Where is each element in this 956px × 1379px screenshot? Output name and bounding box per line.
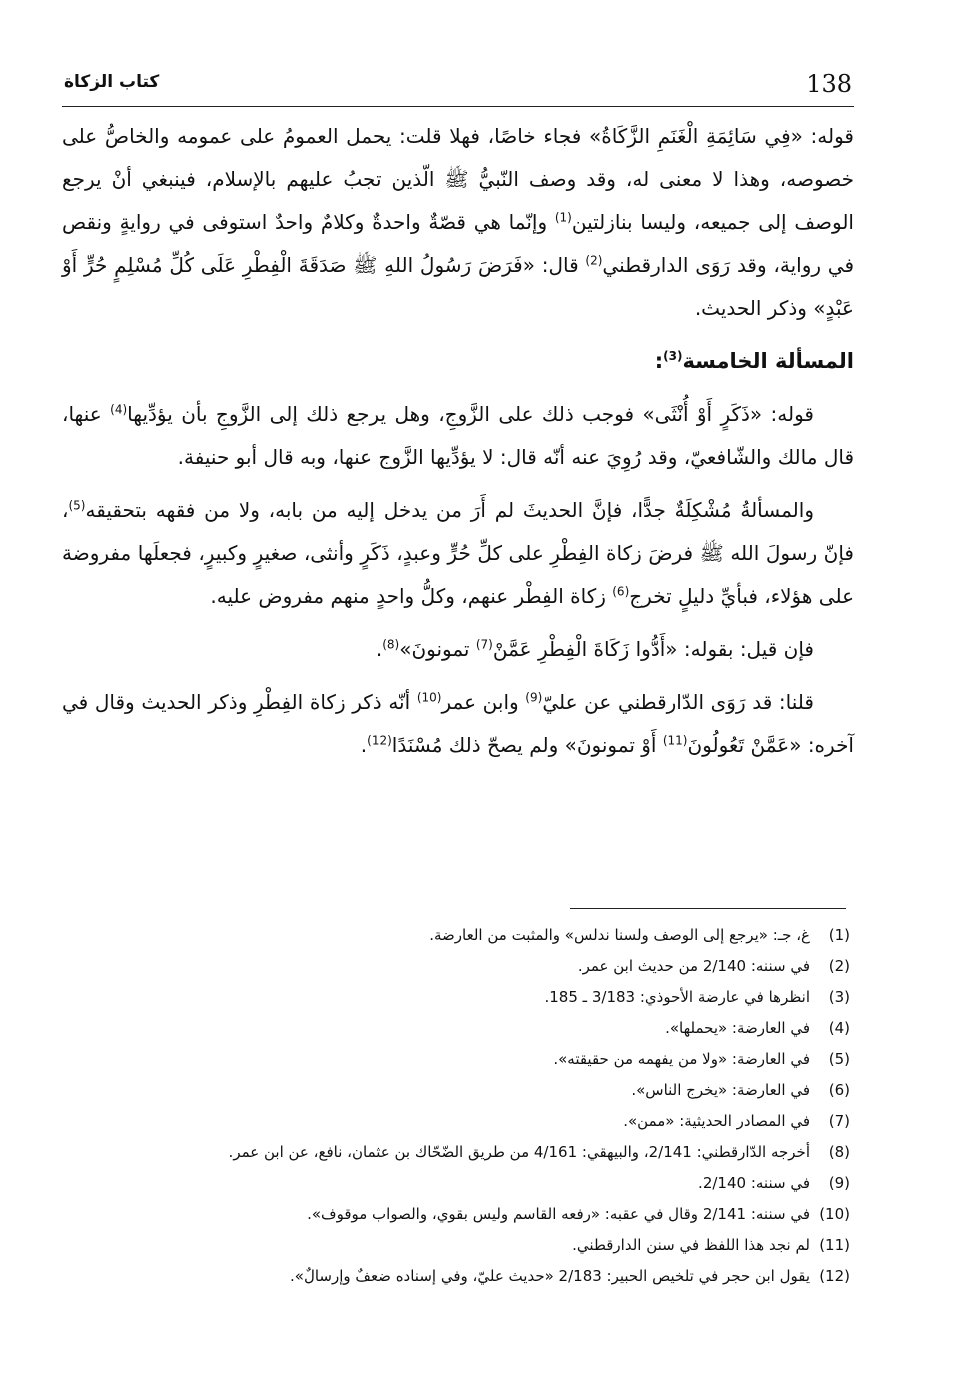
footnote-text: في سننه: 2/141 وقال في عقبه: «رفعه القاسم وليس بقوي، والصواب موقوف». bbox=[307, 1205, 810, 1223]
footnote bbox=[62, 1168, 850, 1199]
footnote-ref: (11) bbox=[662, 733, 688, 748]
text-run: قال: «فَرَضَ رَسُولُ اللهِ ﷺ صَدَقَةَ الْفِطْرِ عَلَى كُلِّ مُسْلِمٍ حُرٍّ أَوْ عَبْدٍ» وذكر الحديث. bbox=[62, 253, 854, 320]
heading-text: المسألة الخامسة bbox=[682, 349, 854, 373]
footnote-text: في العارضة: «يخرج الناس». bbox=[631, 1081, 810, 1099]
footnote-ref: (9) bbox=[525, 690, 543, 705]
text-run: زكاة الفِطْر عنهم، وكلُّ واحدٍ منهم مفروض عليه. bbox=[210, 584, 613, 608]
text-run: قلنا: قد رَوَى الدّارقطني عن عليّ bbox=[542, 690, 814, 714]
footnote bbox=[62, 951, 850, 982]
page-header bbox=[62, 66, 854, 107]
footnote-number: (7) bbox=[828, 1112, 850, 1130]
text-run: تمونونَ» bbox=[399, 637, 476, 661]
footnote-text: يقول ابن حجر في تلخيص الحبير: 2/183 «حديث عليّ، وفي إسناده ضعفٌ وإرسالٌ». bbox=[290, 1267, 810, 1285]
footnote bbox=[62, 982, 850, 1013]
footnote-number: (4) bbox=[828, 1019, 850, 1037]
running-title: كتاب الزكاة bbox=[64, 72, 160, 92]
text-run: وإنّما هي قصّةٌ واحدةٌ وكلامٌ واحدٌ استوفى في روايةٍ ونقص في رواية، وقد رَوَى الدارقطني bbox=[62, 210, 855, 277]
footnote-number: (3) bbox=[828, 988, 850, 1006]
footnote-number: (5) bbox=[828, 1050, 850, 1068]
paragraph bbox=[62, 393, 854, 479]
paragraph bbox=[62, 489, 854, 618]
footnote-separator bbox=[570, 908, 846, 909]
main-text bbox=[62, 115, 854, 777]
footnote-text: في المصادر الحديثية: «ممن». bbox=[623, 1112, 810, 1130]
footnote-ref: (1) bbox=[554, 210, 572, 225]
page-number: 138 bbox=[806, 70, 852, 98]
footnote bbox=[62, 1261, 850, 1292]
footnote-ref: (8) bbox=[382, 637, 400, 652]
footnote-text: في سننه: 2/140 من حديث ابن عمر. bbox=[577, 957, 810, 975]
footnote-text: غ، جـ: «يرجع إلى الوصف ولسنا ندلس» والمثبت من العارضة. bbox=[429, 926, 810, 944]
footnote-number: (8) bbox=[828, 1143, 850, 1161]
text-run: وابن عمر bbox=[441, 690, 526, 714]
text-run: أنّه ذكر زكاة الفِطْرِ وذكر الحديث وقال في آخره: «عَمَّنْ تَعُولُونَ bbox=[62, 690, 854, 757]
footnote-text: في سننه: 2/140. bbox=[698, 1174, 810, 1192]
footnote-number: (9) bbox=[828, 1174, 850, 1192]
footnote-text: لم نجد هذا اللفظ في سنن الدارقطني. bbox=[572, 1236, 810, 1254]
footnote-ref: (7) bbox=[475, 637, 493, 652]
text-run: والمسألةُ مُشْكِلَةٌ جدًّا، فإنَّ الحديثَ لم أَرَ من يدخل إليه من بابه، ولا من فقهه بتحقيقه bbox=[85, 498, 814, 522]
footnote bbox=[62, 1137, 850, 1168]
paragraph bbox=[62, 628, 854, 671]
footnote-ref: (2) bbox=[585, 253, 603, 268]
footnote bbox=[62, 1075, 850, 1106]
footnote-ref: (4) bbox=[110, 402, 128, 417]
footnote bbox=[62, 1013, 850, 1044]
footnote bbox=[62, 920, 850, 951]
paragraph bbox=[62, 115, 854, 330]
footnote-ref: (5) bbox=[68, 498, 86, 513]
footnotes bbox=[62, 920, 850, 1292]
footnote-ref: (12) bbox=[367, 733, 392, 748]
footnote bbox=[62, 1106, 850, 1137]
footnote-text: أخرجه الدّارقطني: 2/141، والبيهقي: 4/161 من طريق الضّحّاك بن عثمان، نافع، عن ابن عمر. bbox=[228, 1143, 810, 1161]
section-heading bbox=[62, 340, 854, 383]
footnote-text: في العارضة: «ولا من يفهمه من حقيقته». bbox=[553, 1050, 810, 1068]
footnote bbox=[62, 1230, 850, 1261]
text-run: . bbox=[375, 637, 383, 661]
text-run: عنها، قال مالك والشّافعيّ، وقد رُوِيَ عنه أنّه قال: لا يؤدِّيها الزَّوج عنها، وبه قال أبو حنيفة. bbox=[62, 402, 854, 469]
text-run: قوله: «فِي سَائِمَةِ الْغَنَمِ الزَّكَاةُ» فجاء خاصًا، فهلا قلت: يحمل العمومُ على عمومه والخاصُّ على خصوصه، وهذا لا معنى له، وقد وصف النّبيُّ ﷺ الّذين تجبُ عليهم بالإسلام، فينبغي أنْ يرجع الوصف إلى جميعه، وليسا بنازلتين bbox=[62, 124, 854, 234]
text-run: قوله: «ذَكَرٍ أَوْ أُنْثَى» فوجب ذلك على الزَّوجِ، وهل يرجع ذلك إلى الزَّوجِ بأن يؤدِّيها bbox=[127, 402, 814, 426]
footnote-number: (10) bbox=[819, 1205, 850, 1223]
footnote-number: (12) bbox=[819, 1267, 850, 1285]
footnote-number: (6) bbox=[828, 1081, 850, 1099]
text-run: فإن قيل: بقوله: «أَدُّوا زَكَاةَ الْفِطْرِ عَمَّنْ bbox=[492, 637, 814, 661]
footnote bbox=[62, 1044, 850, 1075]
footnote-number: (11) bbox=[819, 1236, 850, 1254]
text-run: . bbox=[360, 733, 368, 757]
footnote-text: في العارضة: «يحملها». bbox=[665, 1019, 810, 1037]
footnote-ref: (10) bbox=[416, 690, 442, 705]
heading-colon: : bbox=[654, 349, 664, 373]
footnote-ref: (3) bbox=[663, 349, 683, 363]
footnote bbox=[62, 1199, 850, 1230]
footnote-text: انظرها في عارضة الأحوذي: 3/183 ـ 185. bbox=[544, 988, 810, 1006]
footnote-number: (1) bbox=[828, 926, 850, 944]
footnote-number: (2) bbox=[828, 957, 850, 975]
footnote-ref: (6) bbox=[612, 584, 630, 599]
text-run: ، فإنّ رسولَ الله ﷺ فرضَ زكاة الفِطْرِ على كلِّ حُرٍّ وعبدٍ، ذَكَرٍ وأنثى، صغيرٍ وكبيرٍ، فجعلَها مفروضة على هؤلاء، فبأيِّ دليلٍ تخرج bbox=[62, 498, 854, 608]
paragraph bbox=[62, 681, 854, 767]
text-run: أَوْ تمونونَ» ولم يصحّ ذلك مُسْنَدًا bbox=[391, 733, 663, 757]
